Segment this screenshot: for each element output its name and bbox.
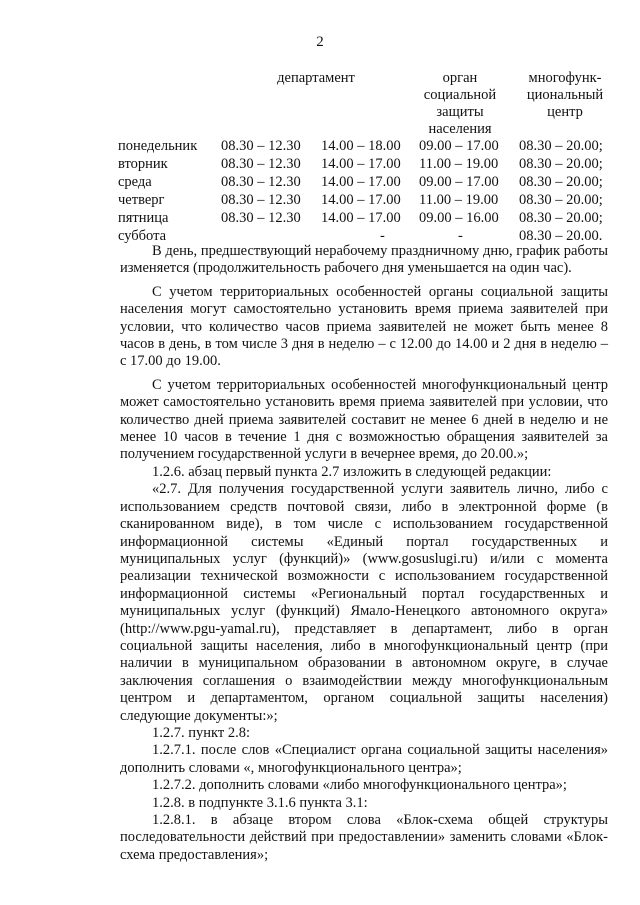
paragraph: С учетом территориальных особенностей многофункциональный центр может самостоятельно установить время приема заявителей при условии, что количество дней приема заявителей составит не менее 6 дней в неделю и не менее 10 часов в течение 1 дня с возможностью обращения заявителей за получением государственной услуги в вечернее время, до 20.00.»;: [120, 376, 608, 463]
social-org-cell: 09.00 – 17.00: [419, 138, 499, 154]
department-morning-cell: 08.30 – 12.30: [221, 138, 301, 154]
social-org-cell: 11.00 – 19.00: [419, 192, 499, 208]
social-org-cell: 09.00 – 17.00: [419, 174, 499, 190]
department-morning-cell: 08.30 – 12.30: [221, 156, 301, 172]
day-cell: пятница: [118, 210, 169, 226]
paragraph: 1.2.8. в подпункте 3.1.6 пункта 3.1:: [152, 794, 368, 811]
header-mfc-line: центр: [547, 104, 583, 120]
department-afternoon-cell: 14.00 – 18.00: [321, 138, 401, 154]
header-social-org: [410, 70, 510, 138]
page-number: 2: [316, 34, 324, 50]
department-morning-cell: 08.30 – 12.30: [221, 192, 301, 208]
day-cell: вторник: [118, 156, 168, 172]
paragraph: В день, предшествующий нерабочему праздничному дню, график работы изменяется (продолжительность рабочего дня уменьшается на один час).: [120, 243, 608, 277]
document-body: [120, 243, 608, 864]
paragraph: 1.2.6. абзац первый пункта 2.7 изложить в следующей редакции:: [152, 463, 552, 480]
day-cell: среда: [118, 174, 152, 190]
header-mfc-line: циональный: [526, 87, 604, 103]
paragraph: 1.2.8.1. в абзаце втором слова «Блок-схема общей структуры последовательности действий при предоставлении» заменить словами «Блок-схема предоставления»;: [120, 812, 608, 863]
mfc-cell: 08.30 – 20.00;: [519, 174, 603, 190]
department-afternoon-cell: 14.00 – 17.00: [321, 210, 401, 226]
paragraph: 1.2.7. пункт 2.8:: [152, 724, 250, 741]
paragraph: 1.2.7.1. после слов «Специалист органа социальной защиты населения» дополнить словами «, многофункционального центра»;: [120, 742, 608, 776]
header-social-org-line: социальной: [423, 87, 497, 103]
department-afternoon-cell: 14.00 – 17.00: [321, 192, 401, 208]
mfc-cell: 08.30 – 20.00.: [519, 228, 603, 244]
header-social-org-line: орган: [442, 70, 478, 86]
social-org-cell: -: [458, 228, 463, 244]
department-morning-cell: 08.30 – 12.30: [221, 210, 301, 226]
header-mfc-line: многофунк-: [528, 70, 602, 86]
social-org-cell: 11.00 – 19.00: [419, 156, 499, 172]
paragraph: С учетом территориальных особенностей органы социальной защиты населения могут самостоятельно установить время приема заявителей при условии, что количество часов приема заявителей не может быть менее 8 часов в день, в том числе 3 дня в неделю – с 12.00 до 14.00 и 2 дня в неделю – с 17.00 до 19.00.: [120, 283, 608, 370]
paragraph: «2.7. Для получения государственной услуги заявитель лично, либо с использованием средств почтовой связи, либо в электронной форме (в сканированном виде), в том числе с использованием государственной информационной системы «Единый портал государственных и муниципальных услуг (функций)» (www.gosuslugi.ru) и/или с момента реализации технической возможности с использованием государственной информационной системы «Региональный портал государственных и муниципальных услуг (функций) Ямало-Ненецкого автономного округа» (http://www.pgu-yamal.ru), представляет в департамент, либо в орган социальной защиты населения, либо в многофункциональный центр (при наличии в муниципальном образовании в автономном округе, в случае заключения соглашения о взаимодействии между многофункциональным центром и департаментом, органом социальной защиты населения) следующие документы:»;: [120, 481, 608, 724]
day-cell: суббота: [118, 228, 167, 244]
header-social-org-line: защиты: [436, 104, 484, 120]
header-social-org-line: населения: [428, 121, 492, 137]
day-cell: четверг: [118, 192, 165, 208]
day-cell: понедельник: [118, 138, 198, 154]
department-afternoon-cell: -: [380, 228, 385, 244]
mfc-cell: 08.30 – 20.00;: [519, 156, 603, 172]
header-department: департамент: [277, 70, 355, 86]
mfc-cell: 08.30 – 20.00;: [519, 138, 603, 154]
social-org-cell: 09.00 – 16.00: [419, 210, 499, 226]
department-afternoon-cell: 14.00 – 17.00: [321, 156, 401, 172]
mfc-cell: 08.30 – 20.00;: [519, 210, 603, 226]
paragraph: 1.2.7.2. дополнить словами «либо многофункционального центра»;: [152, 777, 567, 794]
header-mfc: [515, 70, 615, 121]
mfc-cell: 08.30 – 20.00;: [519, 192, 603, 208]
department-afternoon-cell: 14.00 – 17.00: [321, 174, 401, 190]
department-morning-cell: 08.30 – 12.30: [221, 174, 301, 190]
